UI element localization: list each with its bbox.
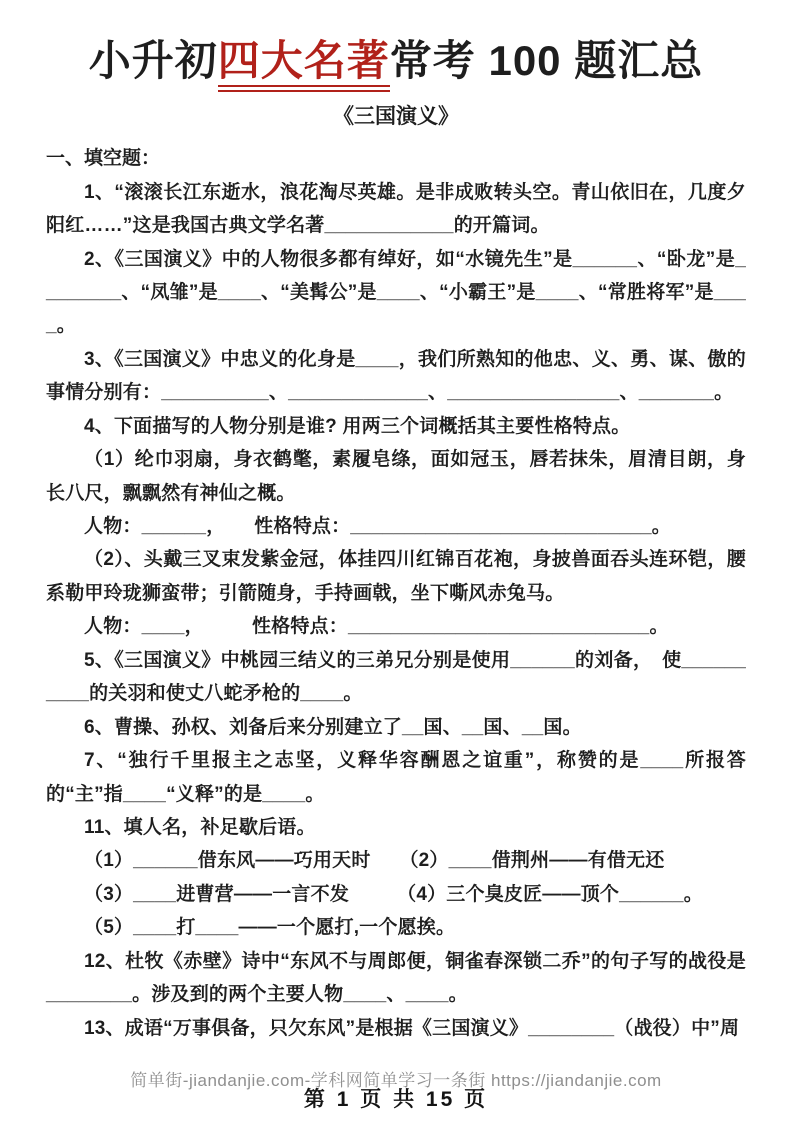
question-paragraph: 7、“独行千里报主之志坚，义释华容酬恩之谊重”，称赞的是____所报答的“主”指____“义释”的是____。 — [46, 750, 746, 805]
question-paragraph: 13、成语“万事俱备，只欠东风”是根据《三国演义》________（战役）中”周 — [84, 1017, 740, 1039]
title-prefix: 小升初 — [88, 37, 218, 84]
title-highlight: 四大名著 — [218, 37, 390, 92]
section-heading: 一、填空题： — [46, 148, 161, 170]
question-paragraph: 6、曹操、孙权、刘备后来分别建立了__国、__国、__国。 — [84, 716, 582, 738]
question-paragraph: （2）、头戴三叉束发紫金冠，体挂四川红锦百花袍，身披兽面吞头连环铠，腰系勒甲玲珑狮蛮带；引箭随身，手持画戟，坐下嘶风赤兔马。 — [46, 549, 746, 604]
page-title — [46, 36, 746, 86]
question-paragraph: （1）纶巾羽扇，身衣鹤氅，素履皂绦，面如冠玉，唇若抹朱，眉清目朗，身长八尺，飘飘然有神仙之概。 — [46, 449, 746, 504]
question-paragraph: （3）____进曹营——一言不发 （4）三个臭皮匠——顶个______。 — [84, 883, 703, 905]
question-paragraph: 11、填人名，补足歇后语。 — [84, 816, 316, 838]
question-paragraph: 2、《三国演义》中的人物很多都有绰好，如“水镜先生”是______、“卧龙”是________、“凤雏”是____、“美髯公”是____、“小霸王”是____、“常胜将军”是____。 — [46, 248, 746, 337]
question-paragraph: 人物：____， 性格特点：____________________________。 — [84, 616, 669, 638]
question-paragraph: 1、“滚滚长江东逝水，浪花淘尽英雄。是非成败转头空。青山依旧在，几度夕阳红……”这是我国古典文学名著____________的开篇词。 — [46, 181, 746, 237]
question-list — [46, 176, 746, 1045]
question-paragraph: （1）______借东风——巧用天时 （2）____借荆州——有借无还 — [84, 850, 665, 872]
question-paragraph: 3、《三国演义》中忠义的化身是____，我们所熟知的他忠、义、勇、谋、傲的事情分别有：__________、_____________、________________、_______。 — [46, 348, 746, 404]
question-paragraph: 4、下面描写的人物分别是谁? 用两三个词概括其主要性格特点。 — [84, 415, 631, 437]
question-paragraph: （5）____打____——一个愿打,一个愿挨。 — [84, 917, 456, 939]
page-number: 第 1 页 共 15 页 — [303, 1088, 489, 1111]
question-paragraph: 12、杜牧《赤壁》诗中“东风不与周郎便，铜雀春深锁二乔”的句子写的战役是________。涉及到的两个主要人物____、____。 — [46, 950, 746, 1006]
question-paragraph: 人物：______， 性格特点：____________________________。 — [84, 516, 671, 538]
book-subtitle: 《三国演义》 — [333, 105, 459, 129]
question-paragraph: 5、《三国演义》中桃园三结义的三弟兄分别是使用______的刘备， 使__________的关羽和使丈八蛇矛枪的____。 — [46, 649, 746, 705]
title-suffix: 常考 100 题汇总 — [389, 37, 704, 84]
watermark-text: 简单街-jiandanjie.com-学科网简单学习一条街 https://jiandanjie.com — [130, 1071, 662, 1090]
